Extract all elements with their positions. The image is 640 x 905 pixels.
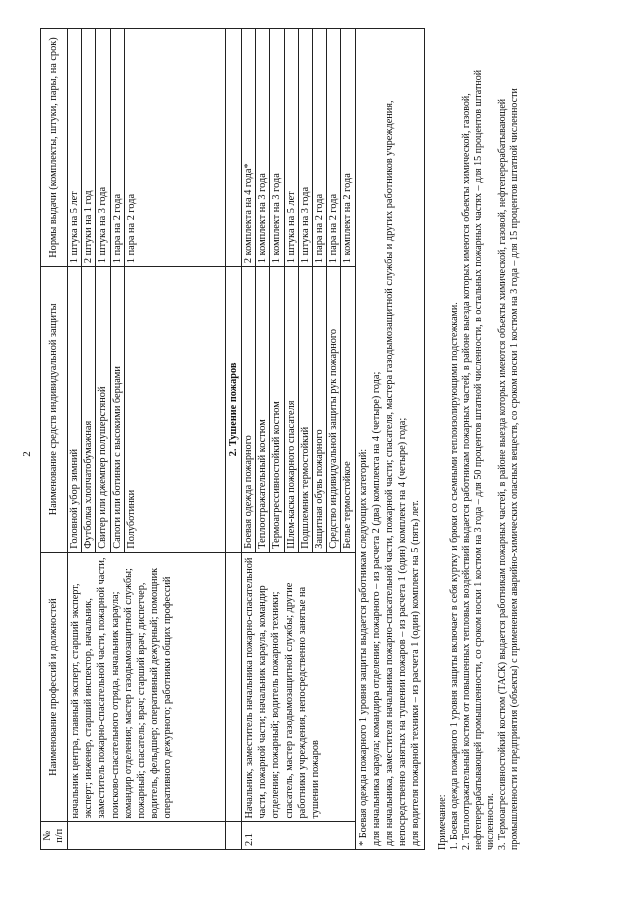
ppe-norms-table	[40, 28, 425, 850]
header-norm: Нормы выдачи (комплекты, штуки, пары, на срок)	[41, 29, 68, 267]
cell-item: Полуботинки	[124, 267, 225, 553]
cell-item: Сапоги или ботинки с высокими берцами	[110, 267, 124, 553]
cell-norm: 2 штуки на 1 год	[82, 29, 96, 267]
cell-item: Шлем-каска пожарного спасателя	[284, 267, 298, 553]
cell-norm: 1 пара на 2 года	[327, 29, 341, 267]
header-item: Наименование средств индивидуальной защиты	[41, 267, 68, 553]
notes-block	[427, 28, 521, 850]
cell-item: Боевая одежда пожарного	[242, 267, 256, 553]
footnote-cell	[355, 29, 424, 850]
cell-item: Теплоотражательный костюм	[256, 267, 270, 553]
cell-num: 2.1	[242, 822, 356, 850]
cell-norm: 1 пара на 2 года	[110, 29, 124, 267]
section-num	[225, 822, 241, 850]
cell-profession: начальник центра, главный эксперт, старший эксперт, эксперт; инженер, старший инспектор, начальник, заместитель пожарно-спасательной части, пожарной части, поисково-спасательного отряда, начальник караула; командир отделения; мастер газодымозащитной службы; пожарный; спасатель; врач; старший врач; диспетчер, водитель, фельдшер; оперативный дежурный; помощник оперативного дежурного; работники общих профессий	[68, 552, 226, 822]
cell-item: Головной убор зимний	[68, 267, 82, 553]
footnote-line: * Боевая одежда пожарного 1 уровня защиты выдается работникам следующих категорий:	[357, 448, 369, 846]
cell-item: Средство индивидуальной защиты рук пожарного	[327, 267, 341, 553]
cell-profession: Начальник, заместитель начальника пожарно-спасательной части, пожарной части; начальник караула, командир отделения; пожарный; водитель пожарной техники; спасатель, мастер газодымозащитной службы; другие работники учреждения, непосредственно занятые на тушении пожаров	[242, 552, 356, 822]
cell-norm: 1 пара на 2 года	[124, 29, 225, 267]
notes-title: Примечание:	[436, 794, 448, 850]
cell-item: Защитная обувь пожарного	[313, 267, 327, 553]
note-item: 3. Термоагрессивностойкий костюм (ТАСК) выдается работникам пожарных частей, в районе выезда которых имеются объекты химической, газовой, нефтеперерабатывающей промышленности и предприятия (объекты) с применением аварийно-химических опасных веществ, со сроком носки 1 костюм на 3 года – для 15 процентов штатной численности	[496, 88, 520, 850]
header-profession: Наименование профессий и должностей	[41, 552, 68, 822]
header-num: № п/п	[41, 822, 68, 850]
table-row	[242, 29, 256, 850]
footnote-line: для начальника караула; командира отделения; пожарного – из расчета 2 (два) комплекта на 4 (четыре) года;	[370, 371, 382, 846]
cell-norm: 1 штука на 3 года	[298, 29, 312, 267]
cell-item: Подшлемник термостойкий	[298, 267, 312, 553]
footnote-line: для водителя пожарной техники – из расчета 1 (один) комплект на 5 (пять) лет.	[410, 500, 422, 846]
cell-norm: 1 комплект на 3 года	[270, 29, 284, 267]
cell-item: Свитер или джемпер полушерстяной	[96, 267, 110, 553]
section-empty	[225, 552, 241, 822]
note-item: 2. Теплоотражательный костюм от повышенных тепловых воздействий выдается работникам пожарных частей, в районе выезда которых имеются объекты химической, газовой, нефтеперерабатывающей промышленности, со сроком носки 1 костюм на 3 года – для 50 процентов штатной численности, в остальных пожарных частях – для 15 процентов штатной численности.	[460, 69, 496, 850]
cell-norm: 1 комплект на 3 года	[256, 29, 270, 267]
cell-item: Футболка хлопчатобумажная	[82, 267, 96, 553]
cell-norm: 1 пара на 2 года	[313, 29, 327, 267]
cell-item: Белье термостойкое	[341, 267, 355, 553]
cell-num	[68, 822, 226, 850]
footnote-row	[355, 29, 424, 850]
section-empty	[225, 29, 241, 267]
section-row	[225, 29, 241, 850]
cell-norm: 1 штука на 5 лет	[68, 29, 82, 267]
cell-norm: 1 комплект на 2 года	[341, 29, 355, 267]
cell-norm: 1 штука на 5 лет	[284, 29, 298, 267]
footnote-line: для начальника, заместителя начальника пожарно-спасательной части, пожарной части; спасателя, мастера газодымозащитной службы и других работников учреждения, непосредственно занятых на тушении пожаров – из расчета 1 (один) комплект на 4 (четыре) года;	[384, 100, 409, 846]
note-item: 1. Боевая одежда пожарного 1 уровня защиты включает в себя куртку и брюки со съемными теплоизолирующими подстежками.	[448, 302, 460, 850]
section-title: 2. Тушение пожаров	[225, 267, 241, 553]
cell-item: Термоагрессивностойкий костюм	[270, 267, 284, 553]
document-sheet	[40, 18, 600, 878]
cell-norm: 1 штука на 3 года	[96, 29, 110, 267]
table-header-row	[41, 29, 68, 850]
page-number: 2	[21, 451, 33, 457]
cell-norm: 2 комплекта на 4 года*	[242, 29, 256, 267]
table-row	[68, 29, 82, 850]
